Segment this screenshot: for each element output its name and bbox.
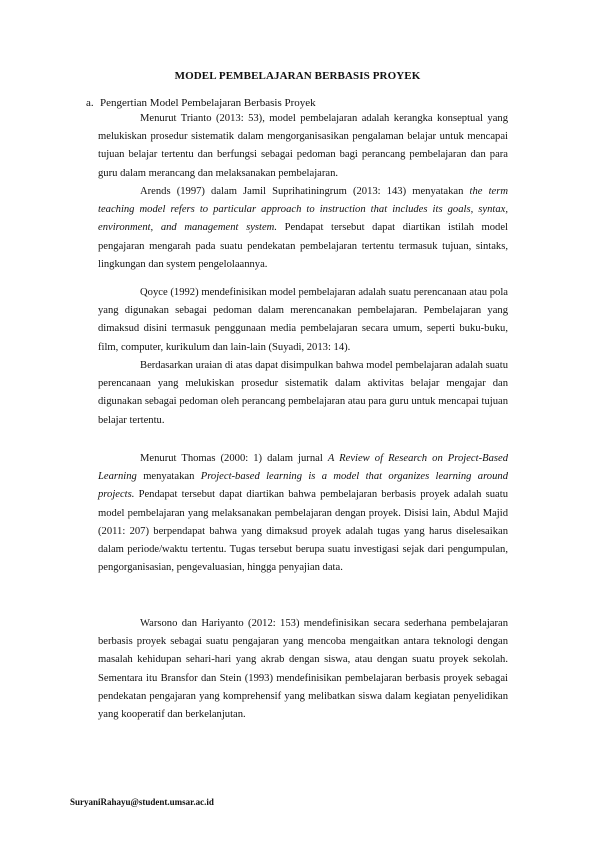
section-marker: a. <box>86 97 94 109</box>
paragraph-2 <box>98 183 508 274</box>
paragraph-text: Warsono dan Hariyanto (2012: 153) mendefinisikan secara sederhana pembelajaran berbasis proyek sebagai suatu pengajaran yang mencoba mengaitkan antara teknologi dengan masalah kehidupan sehari-hari yang akrab dengan siswa, atau dengan suatu proyek sekolah. Sementara itu Bransfor dan Stein (1993) mendefinisikan pembelajaran berbasis proyek sebagai pendekatan pengajaran yang komprehensif yang melibatkan siswa dalam kegiatan penyelidikan yang kooperatif dan berkelanjutan. <box>98 618 508 721</box>
paragraph-text: menyatakan <box>136 471 201 483</box>
paragraph-text: Menurut Trianto (2013: 53), model pembelajaran adalah kerangka konseptual yang melukiskan prosedur sistematik dalam mengorganisasikan pengalaman belajar untuk mencapai tujuan belajar tertentu dan berfungsi sebagai pedoman bagi perancang pembelajaran dan para guru dalam merancang dan melaksanakan pembelajaran. <box>98 113 508 179</box>
paragraph-6 <box>98 615 508 724</box>
section-heading-text: Pengertian Model Pembelajaran Berbasis Proyek <box>100 97 316 109</box>
paragraph-text: Pendapat tersebut dapat diartikan istilah model pengajaran mengarah pada suatu pendekatan pembelajaran tertentu termasuk tujuan, sintaks, lingkungan dan system pengelolaannya. <box>98 222 508 270</box>
paragraph-4 <box>98 357 508 430</box>
paragraph-text: Qoyce (1992) mendefinisikan model pembelajaran adalah suatu perencanaan atau pola yang digunakan sebagai pedoman dalam merencanakan pembelajaran. Pembelajaran yang dimaksud disini termasuk penggunaan media pembelajaran secara umum, seperti buku-buku, film, computer, kurikulum dan lain-lain (Suyadi, 2013: 14). <box>98 287 508 353</box>
paragraph-text: Menurut Thomas (2000: 1) dalam jurnal <box>140 453 328 464</box>
section-heading <box>86 97 316 109</box>
paragraph-text: Berdasarkan uraian di atas dapat disimpulkan bahwa model pembelajaran adalah suatu perencanaan yang melukiskan prosedur sistematik dalam aktivitas belajar mengajar dan digunakan sebagai pedoman oleh perancang pembelajaran atau para guru untuk mencapai tujuan belajar tertentu. <box>98 360 508 426</box>
italic-quote: the term teaching model refers to particular approach to instruction that includes its goals, syntax, environment, and management system. <box>98 186 508 234</box>
author-email: SuryaniRahayu@student.umsar.ac.id <box>70 797 214 807</box>
paragraph-1 <box>98 110 508 183</box>
document-title: MODEL PEMBELAJARAN BERBASIS PROYEK <box>174 70 421 82</box>
paragraph-3 <box>98 284 508 357</box>
paragraph-text: Pendapat tersebut dapat diartikan bahwa pembelajaran berbasis proyek adalah suatu model pembelajaran yang melaksanakan pembelajaran dengan proyek. Disisi lain, Abdul Majid (2011: 207) berpendapat bahwa yang dimaksud proyek adalah tugas yang harus diselesaikan dalam periode/waktu tertentu. Tugas tersebut berupa suatu investigasi sejak dari pengumpulan, pengorganisasian, pengevaluasian, hingga penyajian data. <box>98 489 508 574</box>
italic-quote: A Review of Research on Project-Based Learning <box>98 453 508 483</box>
paragraph-text: Arends (1997) dalam Jamil Suprihatiningrum (2013: 143) menyatakan <box>140 186 470 197</box>
paragraph-5 <box>98 450 508 577</box>
italic-quote: Project-based learning is a model that organizes learning around projects. <box>98 471 508 501</box>
